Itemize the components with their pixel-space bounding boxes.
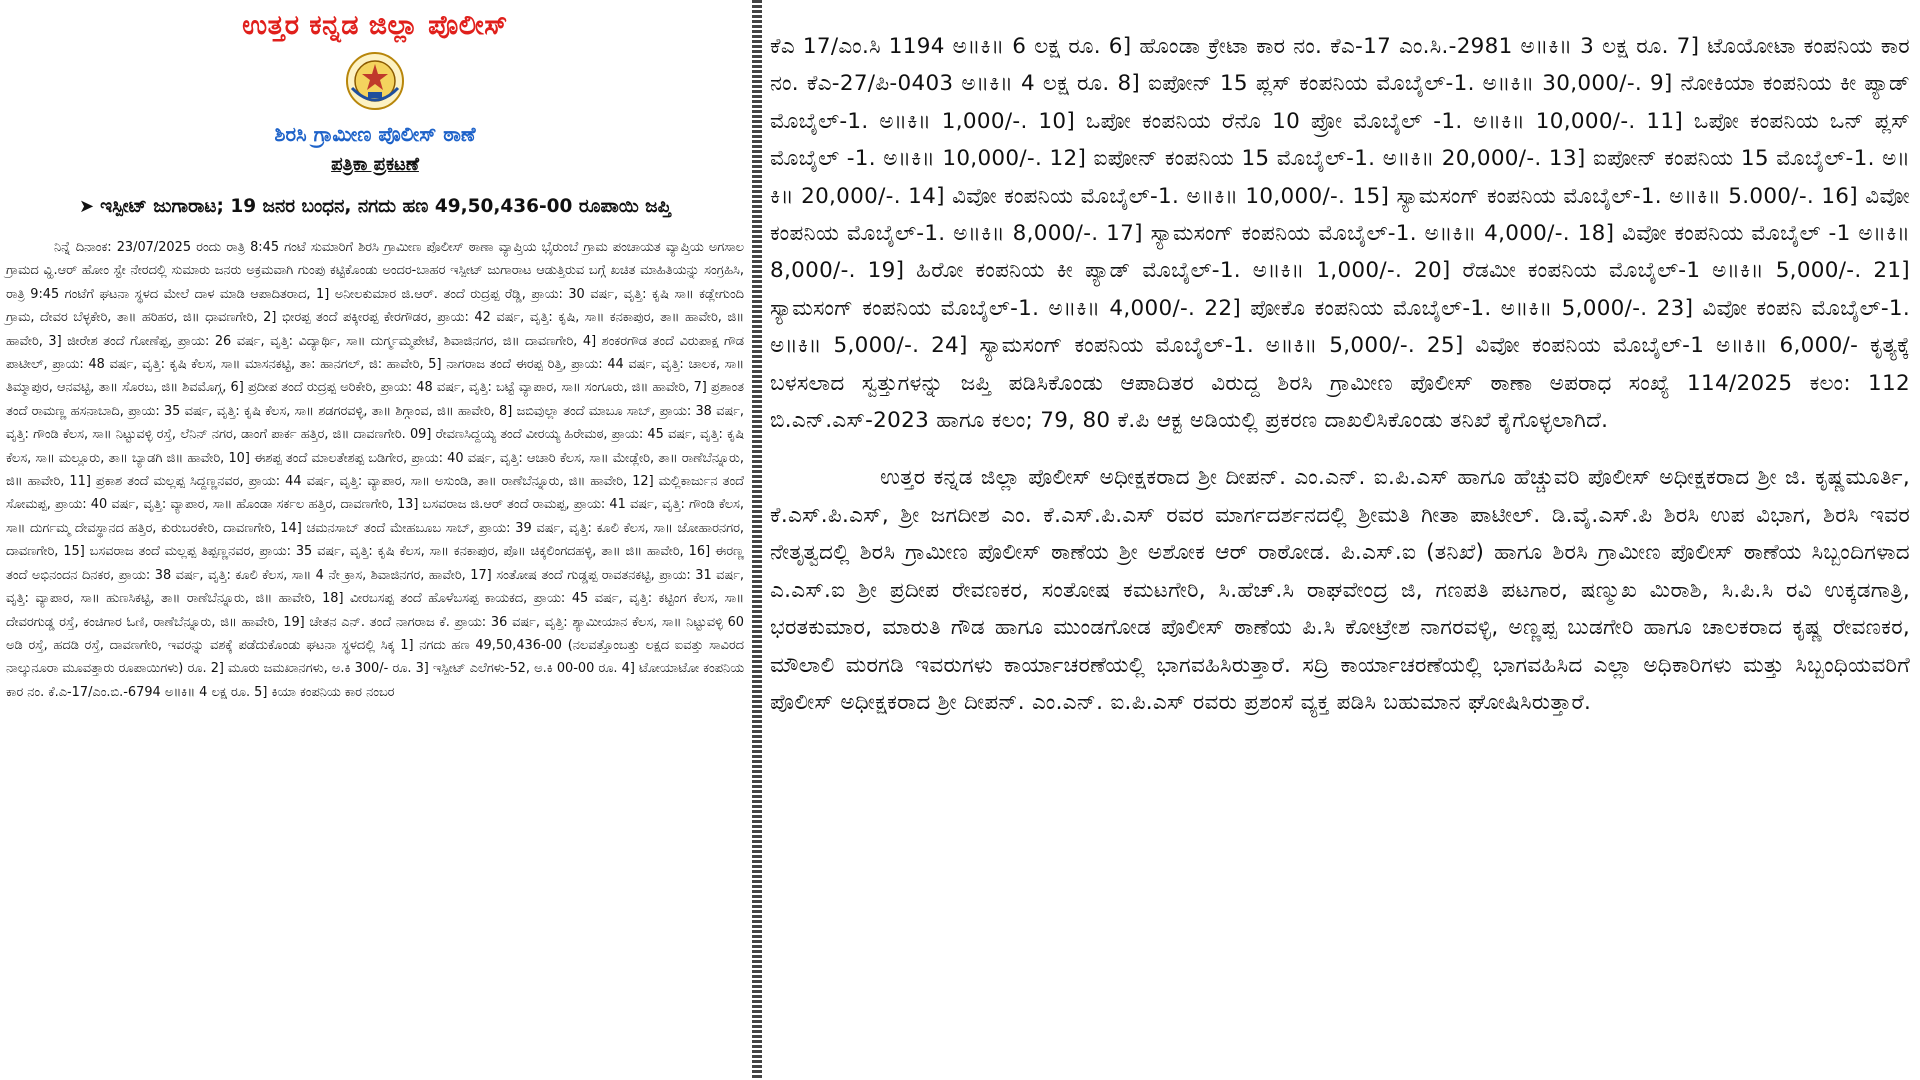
right-page: [770, 0, 1916, 1080]
district-police-title: ಉತ್ತರ ಕನ್ನಡ ಜಿಲ್ಲಾ ಪೊಲೀಸ್: [242, 10, 508, 41]
right-paragraph-2: ಉತ್ತರ ಕನ್ನಡ ಜಿಲ್ಲಾ ಪೊಲೀಸ್ ಅಧೀಕ್ಷಕರಾದ ಶ್ರೀ ದೀಪನ್. ಎಂ.ಎನ್. ಐ.ಪಿ.ಎಸ್ ಹಾಗೂ ಹೆಚ್ಚುವರಿ ಪೊಲೀಸ್ ಅಧೀಕ್ಷಕರಾದ ಶ್ರೀ ಜಿ. ಕೃಷ್ಣಮೂರ್ತಿ, ಕೆ.ಎಸ್.ಪಿ.ಎಸ್, ಶ್ರೀ ಜಗದೀಶ ಎಂ. ಕೆ.ಎಸ್.ಪಿ.ಎಸ್ ರವರ ಮಾರ್ಗದರ್ಶನದಲ್ಲಿ ಶ್ರೀಮತಿ ಗೀತಾ ಪಾಟೀಲ್. ಡಿ.ವೈ.ಎಸ್.ಪಿ ಶಿರಸಿ ಉಪ ವಿಭಾಗ, ಶಿರಸಿ ಇವರ ನೇತೃತ್ವದಲ್ಲಿ ಶಿರಸಿ ಗ್ರಾಮೀಣ ಪೊಲೀಸ್ ಠಾಣೆಯ ಶ್ರೀ ಅಶೋಕ ಆರ್ ರಾಠೋಡ. ಪಿ.ಎಸ್.ಐ (ತನಿಖೆ) ಹಾಗೂ ಶಿರಸಿ ಗ್ರಾಮೀಣ ಪೊಲೀಸ್ ಠಾಣೆಯ ಸಿಬ್ಬಂದಿಗಳಾದ ಎ.ಎಸ್.ಐ ಶ್ರೀ ಪ್ರದೀಪ ರೇವಣಕರ, ಸಂತೋಷ ಕಮಟಗೇರಿ, ಸಿ.ಹೆಚ್.ಸಿ ರಾಘವೇಂದ್ರ ಜಿ, ಗಣಪತಿ ಪಟಗಾರ, ಷಣ್ಮುಖ ಮಿರಾಶಿ, ಸಿ.ಪಿ.ಸಿ ರವಿ ಉಕ್ಕಡಗಾತ್ರಿ, ಭರತಕುಮಾರ, ಮಾರುತಿ ಗೌಡ ಹಾಗೂ ಮುಂಡಗೋಡ ಪೊಲೀಸ್ ಠಾಣೆಯ ಪಿ.ಸಿ ಕೋಟ್ರೇಶ ನಾಗರವಳ್ಳಿ, ಅಣ್ಣಪ್ಪ ಬುಡಗೇರಿ ಹಾಗೂ ಚಾಲಕರಾದ ಕೃಷ್ಣ ರೇವಣಕರ, ಮೌಲಾಲಿ ಮರಗಡಿ ಇವರುಗಳು ಕಾರ್ಯಾಚರಣೆಯಲ್ಲಿ ಭಾಗವಹಿಸಿರುತ್ತಾರೆ. ಸದ್ರಿ ಕಾರ್ಯಾಚರಣೆಯಲ್ಲಿ ಭಾಗವಹಿಸಿದ ಎಲ್ಲಾ ಅಧಿಕಾರಿಗಳು ಮತ್ತು ಸಿಬ್ಬಂಧಿಯವರಿಗೆ ಪೊಲೀಸ್ ಅಧೀಕ್ಷಕರಾದ ಶ್ರೀ ದೀಪನ್. ಎಂ.ಎನ್. ಐ.ಪಿ.ಎಸ್ ರವರು ಪ್ರಶಂಸೆ ವ್ಯಕ್ತ ಪಡಿಸಿ ಬಹುಮಾನ ಘೋಷಿಸಿರುತ್ತಾರೆ.: [770, 465, 1910, 715]
headline-text: ಇಸ್ಪೀಟ್ ಜುಗಾರಾಟ; 19 ಜನರ ಬಂಧನ, ನಗದು ಹಣ 49,50,436-00 ರೂಪಾಯಿ ಜಪ್ತಿ: [100, 196, 672, 217]
left-body: [6, 236, 744, 704]
right-body: [770, 28, 1910, 721]
karnataka-police-emblem-icon: [342, 48, 408, 114]
left-page: [0, 0, 748, 1080]
bullet-arrow-icon: ➤: [78, 196, 95, 217]
headline: [16, 191, 734, 222]
station-name: ಶಿರಸಿ ಗ್ರಾಮೀಣ ಪೊಲೀಸ್ ಠಾಣೆ: [274, 122, 476, 146]
press-note-heading: ಪತ್ರಿಕಾ ಪ್ರಕಟಣೆ: [331, 154, 419, 175]
right-paragraph-1: ಕೆಎ 17/ಎಂ.ಸಿ 1194 ಅ॥ಕಿ॥ 6 ಲಕ್ಷ ರೂ. 6] ಹೊಂಡಾ ಕ್ರೇಟಾ ಕಾರ ನಂ. ಕೆಎ-17 ಎಂ.ಸಿ.-2981 ಅ॥ಕಿ॥ 3 ಲಕ್ಷ ರೂ. 7] ಟೊಯೋಟಾ ಕಂಪನಿಯ ಕಾರ ನಂ. ಕೆಎ-27/ಪಿ-0403 ಅ॥ಕಿ॥ 4 ಲಕ್ಷ ರೂ. 8] ಐಪೋನ್ 15 ಪ್ಲಸ್ ಕಂಪನಿಯ ಮೊಬೈಲ್-1. ಅ॥ಕಿ॥ 30,000/-. 9] ನೋಕಿಯಾ ಕಂಪನಿಯ ಕೀ ಪ್ಯಾಡ್ ಮೊಬೈಲ್-1. ಅ॥ಕಿ॥ 1,000/-. 10] ಒಪೋ ಕಂಪನಿಯ ರೆನೊ 10 ಪ್ರೋ ಮೊಬೈಲ್ -1. ಅ॥ಕಿ॥ 10,000/-. 11] ಒಪೋ ಕಂಪನಿಯ ಒನ್ ಪ್ಲಸ್ ಮೊಬೈಲ್ -1. ಅ॥ಕಿ॥ 10,000/-. 12] ಐಪೋನ್ ಕಂಪನಿಯ 15 ಮೊಬೈಲ್-1. ಅ॥ಕಿ॥ 20,000/-. 13] ಐಪೋನ್ ಕಂಪನಿಯ 15 ಮೊಬೈಲ್-1. ಅ॥ಕಿ॥ 20,000/-. 14] ವಿವೋ ಕಂಪನಿಯ ಮೊಬೈಲ್-1. ಅ॥ಕಿ॥ 10,000/-. 15] ಸ್ಯಾಮಸಂಗ್ ಕಂಪನಿಯ ಮೊಬೈಲ್-1. ಅ॥ಕಿ॥ 5.000/-. 16] ವಿವೋ ಕಂಪನಿಯ ಮೊಬೈಲ್-1. ಅ॥ಕಿ॥ 8,000/-. 17] ಸ್ಯಾಮಸಂಗ್ ಕಂಪನಿಯ ಮೊಬೈಲ್-1. ಅ॥ಕಿ॥ 4,000/-. 18] ವಿವೋ ಕಂಪನಿಯ ಮೊಬೈಲ್ -1 ಅ॥ಕಿ॥ 8,000/-. 19] ಹಿರೋ ಕಂಪನಿಯ ಕೀ ಪ್ಯಾಡ್ ಮೊಬೈಲ್-1. ಅ॥ಕಿ॥ 1,000/-. 20] ರೆಡಮೀ ಕಂಪನಿಯ ಮೊಬೈಲ್-1 ಅ॥ಕಿ॥ 5,000/-. 21] ಸ್ಯಾಮಸಂಗ್ ಕಂಪನಿಯ ಮೊಬೈಲ್-1. ಅ॥ಕಿ॥ 4,000/-. 22] ಪೋಕೊ ಕಂಪನಿಯ ಮೊಬೈಲ್-1. ಅ॥ಕಿ॥ 5,000/-. 23] ವಿವೋ ಕಂಪನಿ ಮೊಬೈಲ್-1. ಅ॥ಕಿ॥ 5,000/-. 24] ಸ್ಯಾಮಸಂಗ್ ಕಂಪನಿಯ ಮೊಬೈಲ್-1. ಅ॥ಕಿ॥ 5,000/-. 25] ವಿವೋ ಕಂಪನಿಯ ಮೊಬೈಲ್-1 ಅ॥ಕಿ॥ 6,000/- ಕೃತ್ಯಕ್ಕೆ ಬಳಸಲಾದ ಸ್ವತ್ತುಗಳನ್ನು ಜಪ್ತಿ ಪಡಿಸಿಕೊಂಡು ಆಪಾದಿತರ ವಿರುದ್ದ ಶಿರಸಿ ಗ್ರಾಮೀಣ ಪೊಲೀಸ್ ಠಾಣಾ ಅಪರಾಧ ಸಂಖ್ಯೆ 114/2025 ಕಲಂ: 112 ಬಿ.ಎನ್.ಎಸ್-2023 ಹಾಗೂ ಕಲಂ; 79, 80 ಕೆ.ಪಿ ಆಕ್ಟ ಅಡಿಯಲ್ಲಿ ಪ್ರಕರಣ ದಾಖಲಿಸಿಕೊಂಡು ತನಿಖೆ ಕೈಗೊಳ್ಳಲಾಗಿದೆ.: [770, 34, 1910, 434]
left-paragraph: ನಿನ್ನೆ ದಿನಾಂಕ: 23/07/2025 ರಂದು ರಾತ್ರಿ 8:45 ಗಂಟೆ ಸುಮಾರಿಗೆ ಶಿರಸಿ ಗ್ರಾಮೀಣ ಪೊಲೀಸ್ ಠಾಣಾ ವ್ಯಾಪ್ತಿಯ ಭೈರುಂಬೆ ಗ್ರಾಮ ಪಂಚಾಯತ ವ್ಯಾಪ್ತಿಯ ಅಗಸಾಲ ಗ್ರಾಮದ ವ್ಹಿ.ಆರ್ ಹೋಂ ಸ್ಟೇ ನೇರದಲ್ಲಿ ಸುಮಾರು ಜನರು ಅಕ್ರಮವಾಗಿ ಗುಂಪು ಕಟ್ಟಿಕೊಂಡು ಅಂದರ-ಬಾಹರ ಇಸ್ಪೀಟ್ ಜುಗಾರಾಟ ಆಡುತ್ತಿರುವ ಬಗ್ಗೆ ಖಚಿತ ಮಾಹಿತಿಯನ್ನು ಸಂಗ್ರಹಿಸಿ, ರಾತ್ರಿ 9:45 ಗಂಟೆಗೆ ಘಟನಾ ಸ್ಥಳದ ಮೇಲೆ ದಾಳ ಮಾಡಿ ಆಪಾದಿತರಾದ, 1] ಅನೀಲಕುಮಾರ ಜಿ.ಆರ್. ತಂದೆ ರುದ್ರಪ್ಪ ರೆಡ್ಡಿ, ಪ್ರಾಯ: 30 ವರ್ಷ, ವೃತ್ತಿ: ಕೃಷಿ ಸಾ॥ ಕಡ್ಲೇಗುಂದಿ ಗ್ರಾಮ, ದೇವರ ಬೆಳ್ಳಕೇರಿ, ತಾ॥ ಹರಿಹರ, ಜಿ॥ ಧಾವಣಗೇರಿ, 2] ಭೀರಪ್ಪ ತಂದೆ ಪಕ್ಕೀರಪ್ಪ ಕೇರಗೌಡರ, ಪ್ರಾಯ: 42 ವರ್ಷ, ವೃತ್ತಿ: ಕೃಷಿ, ಸಾ॥ ಕನಕಾಪುರ, ತಾ॥ ಹಾವೇರಿ, ಜಿ॥ ಹಾವೇರಿ, 3] ಜೀರೇಶ ತಂದೆ ಗೋಣೆಪ್ಪ, ಪ್ರಾಯ: 26 ವರ್ಷ, ವೃತ್ತಿ: ವಿದ್ಯಾರ್ಥಿ, ಸಾ॥ ದುರ್ಗ್ಮಮ್ಮಪೇಟೆ, ಶಿವಾಜಿನಗರ, ಜಿ॥ ದಾವಣಗೇರಿ, 4] ಶಂಕರಗೌಡ ತಂದೆ ವಿರುಪಾಕ್ಷ ಗೌಡ ಪಾಟೀಲ್, ಪ್ರಾಯ: 48 ವರ್ಷ, ವೃತ್ತಿ: ಕೃಷಿ ಕೆಲಸ, ಸಾ॥ ಮಾಸನಕಟ್ಟಿ, ತಾ: ಹಾನಗಲ್, ಜಿ: ಹಾವೇರಿ, 5] ನಾಗರಾಜ ತಂದೆ ಈರಪ್ಪ ರಿತ್ತಿ, ಪ್ರಾಯ: 44 ವರ್ಷ, ವೃತ್ತಿ: ಚಾಲಕ, ಸಾ॥ ತಿಮ್ಮಾಪುರ, ಆನವಟ್ಟಿ, ತಾ॥ ಸೊರಬ, ಜಿ॥ ಶಿವಮೊಗ್ಗ, 6] ಪ್ರದೀಪ ತಂದೆ ರುದ್ರಪ್ಪ ಅರಿಕೇರಿ, ಪ್ರಾಯ: 48 ವರ್ಷ, ವೃತ್ತಿ: ಬಟ್ಟೆ ವ್ಯಾಪಾರ, ಸಾ॥ ಸಂಗೂರು, ಜಿ॥ ಹಾವೇರಿ, 7] ಪ್ರಶಾಂತ ತಂದೆ ರಾಮಣ್ಣ ಹಸನಾಬಾದಿ, ಪ್ರಾಯ: 35 ವರ್ಷ, ವೃತ್ತಿ: ಕೃಷಿ ಕೆಲಸ, ಸಾ॥ ಶಡಗರವಳ್ಳಿ, ತಾ॥ ಶಿಗ್ಗಾಂವ, ಜಿ॥ ಹಾವೇರಿ, 8] ಜಬಿವುಲ್ಲಾ ತಂದೆ ಮಾಬೂ ಸಾಬ್, ಪ್ರಾಯ: 38 ವರ್ಷ, ವೃತ್ತಿ: ಗೌಂಡಿ ಕೆಲಸ, ಸಾ॥ ನಿಟ್ಟುವಳ್ಳಿ ರಸ್ತೆ, ಲೆನಿನ್ ನಗರ, ಡಾಂಗೆ ಪಾರ್ಕ ಹತ್ತಿರ, ಜಿ॥ ದಾವಣಗೇರಿ. 09] ರೇವಣಸಿದ್ದಯ್ಯ ತಂದೆ ವೀರಯ್ಯ ಹಿರೇಮಠ, ಪ್ರಾಯ: 45 ವರ್ಷ, ವೃತ್ತಿ: ಕೃಷಿ ಕೆಲಸ, ಸಾ॥ ಮಲ್ಲೂರು, ತಾ॥ ಬ್ಯಾಡಗಿ ಜಿ॥ ಹಾವೇರಿ, 10] ಈಶಪ್ಪ ತಂದೆ ಮಾಲತೇಶಪ್ಪ ಬಡಿಗೇರ, ಪ್ರಾಯ: 40 ವರ್ಷ, ವೃತ್ತಿ: ಆಚಾರಿ ಕೆಲಸ, ಸಾ॥ ಮೇಡ್ಲೇರಿ, ತಾ॥ ರಾಣೆಬೆನ್ನೂರು, ಜಿ॥ ಹಾವೇರಿ, 11] ಪ್ರಕಾಶ ತಂದೆ ಮಲ್ಲಪ್ಪ ಸಿದ್ದಣ್ಣನವರ, ಪ್ರಾಯ: 44 ವರ್ಷ, ವೃತ್ತಿ: ವ್ಯಾಪಾರ, ಸಾ॥ ಅಸುಂಡಿ, ತಾ॥ ರಾಣೆಬೆನ್ನೂರು, ಜಿ॥ ಹಾವೇರಿ, 12] ಮಲ್ಲಿಕಾರ್ಜುನ ತಂದೆ ಸೋಮಪ್ಪ, ಪ್ರಾಯ: 40 ವರ್ಷ, ವೃತ್ತಿ: ವ್ಯಾಪಾರ, ಸಾ॥ ಹೊಂಡಾ ಸರ್ಕಲ ಹತ್ತಿರ, ದಾವಣಗೇರಿ, 13] ಬಸವರಾಜ ಜಿ.ಆರ್ ತಂದೆ ರಾಮಪ್ಪ, ಪ್ರಾಯ: 41 ವರ್ಷ, ವೃತ್ತಿ: ಗೌಂಡಿ ಕೆಲಸ, ಸಾ॥ ದುರ್ಗಮ್ಮ ದೇವಸ್ಥಾನದ ಹತ್ತಿರ, ಕುರುಬರಕೇರಿ, ದಾವಣಗೇರಿ, 14] ಚಮನಸಾಬ್ ತಂದೆ ಮೇಹಬೂಬ ಸಾಬ್, ಪ್ರಾಯ: 39 ವರ್ಷ, ವೃತ್ತಿ: ಕೂಲಿ ಕೆಲಸ, ಸಾ॥ ಜೋಹಾರನಗರ, ದಾವಣಗೇರಿ, 15] ಬಸವರಾಜ ತಂದೆ ಮಲ್ಲಪ್ಪ ತಿಪ್ಪಣ್ಣನವರ, ಪ್ರಾಯ: 35 ವರ್ಷ, ವೃತ್ತಿ: ಕೃಷಿ ಕೆಲಸ, ಸಾ॥ ಕನಕಾಪುರ, ಪೊ॥ ಚಿಕ್ಕಲಿಂಗದಹಳ್ಳಿ, ತಾ॥ ಜಿ॥ ಹಾವೇರಿ, 16] ಈರಣ್ಣ ತಂದೆ ಅಭಿನಂದನ ದಿನಕರ, ಪ್ರಾಯ: 38 ವರ್ಷ, ವೃತ್ತಿ: ಕೂಲಿ ಕೆಲಸ, ಸಾ॥ 4 ನೇ ಕ್ರಾಸ, ಶಿವಾಜಿನಗರ, ಹಾವೇರಿ, 17] ಸಂತೋಷ ತಂದೆ ಗುಡ್ಡಪ್ಪ ರಾವತನಕಟ್ಟಿ, ಪ್ರಾಯ: 31 ವರ್ಷ, ವೃತ್ತಿ: ವ್ಯಾಪಾರ, ಸಾ॥ ಹುಣಸಿಕಟ್ಟಿ, ತಾ॥ ರಾಣೆಬೆನ್ನೂರು, ಜಿ॥ ಹಾವೇರಿ, 18] ವೀರಬಸಪ್ಪ ತಂದೆ ಹೊಳೆಬಸಪ್ಪ ಕಾಯಕದ, ಪ್ರಾಯ: 45 ವರ್ಷ, ವೃತ್ತಿ: ಕಟ್ಟಿಂಗ ಕೆಲಸ, ಸಾ॥ ದೇವರಗುಡ್ಡ ರಸ್ತೆ, ಕಂಚಿಗಾರ ಓಣಿ, ರಾಣೆಬೆನ್ನೂರು, ಜಿ॥ ಹಾವೇರಿ, 19] ಚೇತನ ಎನ್. ತಂದೆ ನಾಗರಾಜ ಕೆ. ಪ್ರಾಯ: 36 ವರ್ಷ, ವೃತ್ತಿ: ಶ್ಯಾಮೀಯಾನ ಕೆಲಸ, ಸಾ॥ ನಿಟ್ಟುವಳ್ಳಿ 60 ಅಡಿ ರಸ್ತೆ, ಹದಡಿ ರಸ್ತೆ, ದಾವಣಗೇರಿ, ಇವರನ್ನು ವಶಕ್ಕೆ ಪಡೆದುಕೊಂಡು ಘಟನಾ ಸ್ಥಳದಲ್ಲಿ ಸಿಕ್ಕ 1] ನಗದು ಹಣ 49,50,436-00 (ನಲವತ್ತೊಂಬತ್ತು ಲಕ್ಷದ ಐವತ್ತು ಸಾವಿರದ ನಾಲ್ಕುನೂರಾ ಮೂವತ್ತಾರು ರೂಪಾಯಿಗಳು) ರೂ. 2] ಮೂರು ಜಮಖಾನಗಳು, ಅ.ಕಿ 300/- ರೂ. 3] ಇಸ್ಪೀಟ್ ಎಲೆಗಳು-52, ಅ.ಕಿ 00-00 ರೂ. 4] ಟೋಯಾಟೋ ಕಂಪನಿಯ ಕಾರ ನಂ. ಕೆ.ಎ-17/ಎಂ.ಬಿ.-6794 ಅ॥ಕಿ॥ 4 ಲಕ್ಷ ರೂ. 5] ಕಿಯಾ ಕಂಪನಿಯ ಕಾರ ನಂಬರ: [6, 240, 744, 700]
page-divider: [752, 0, 762, 1080]
emblem-container: [6, 48, 744, 114]
